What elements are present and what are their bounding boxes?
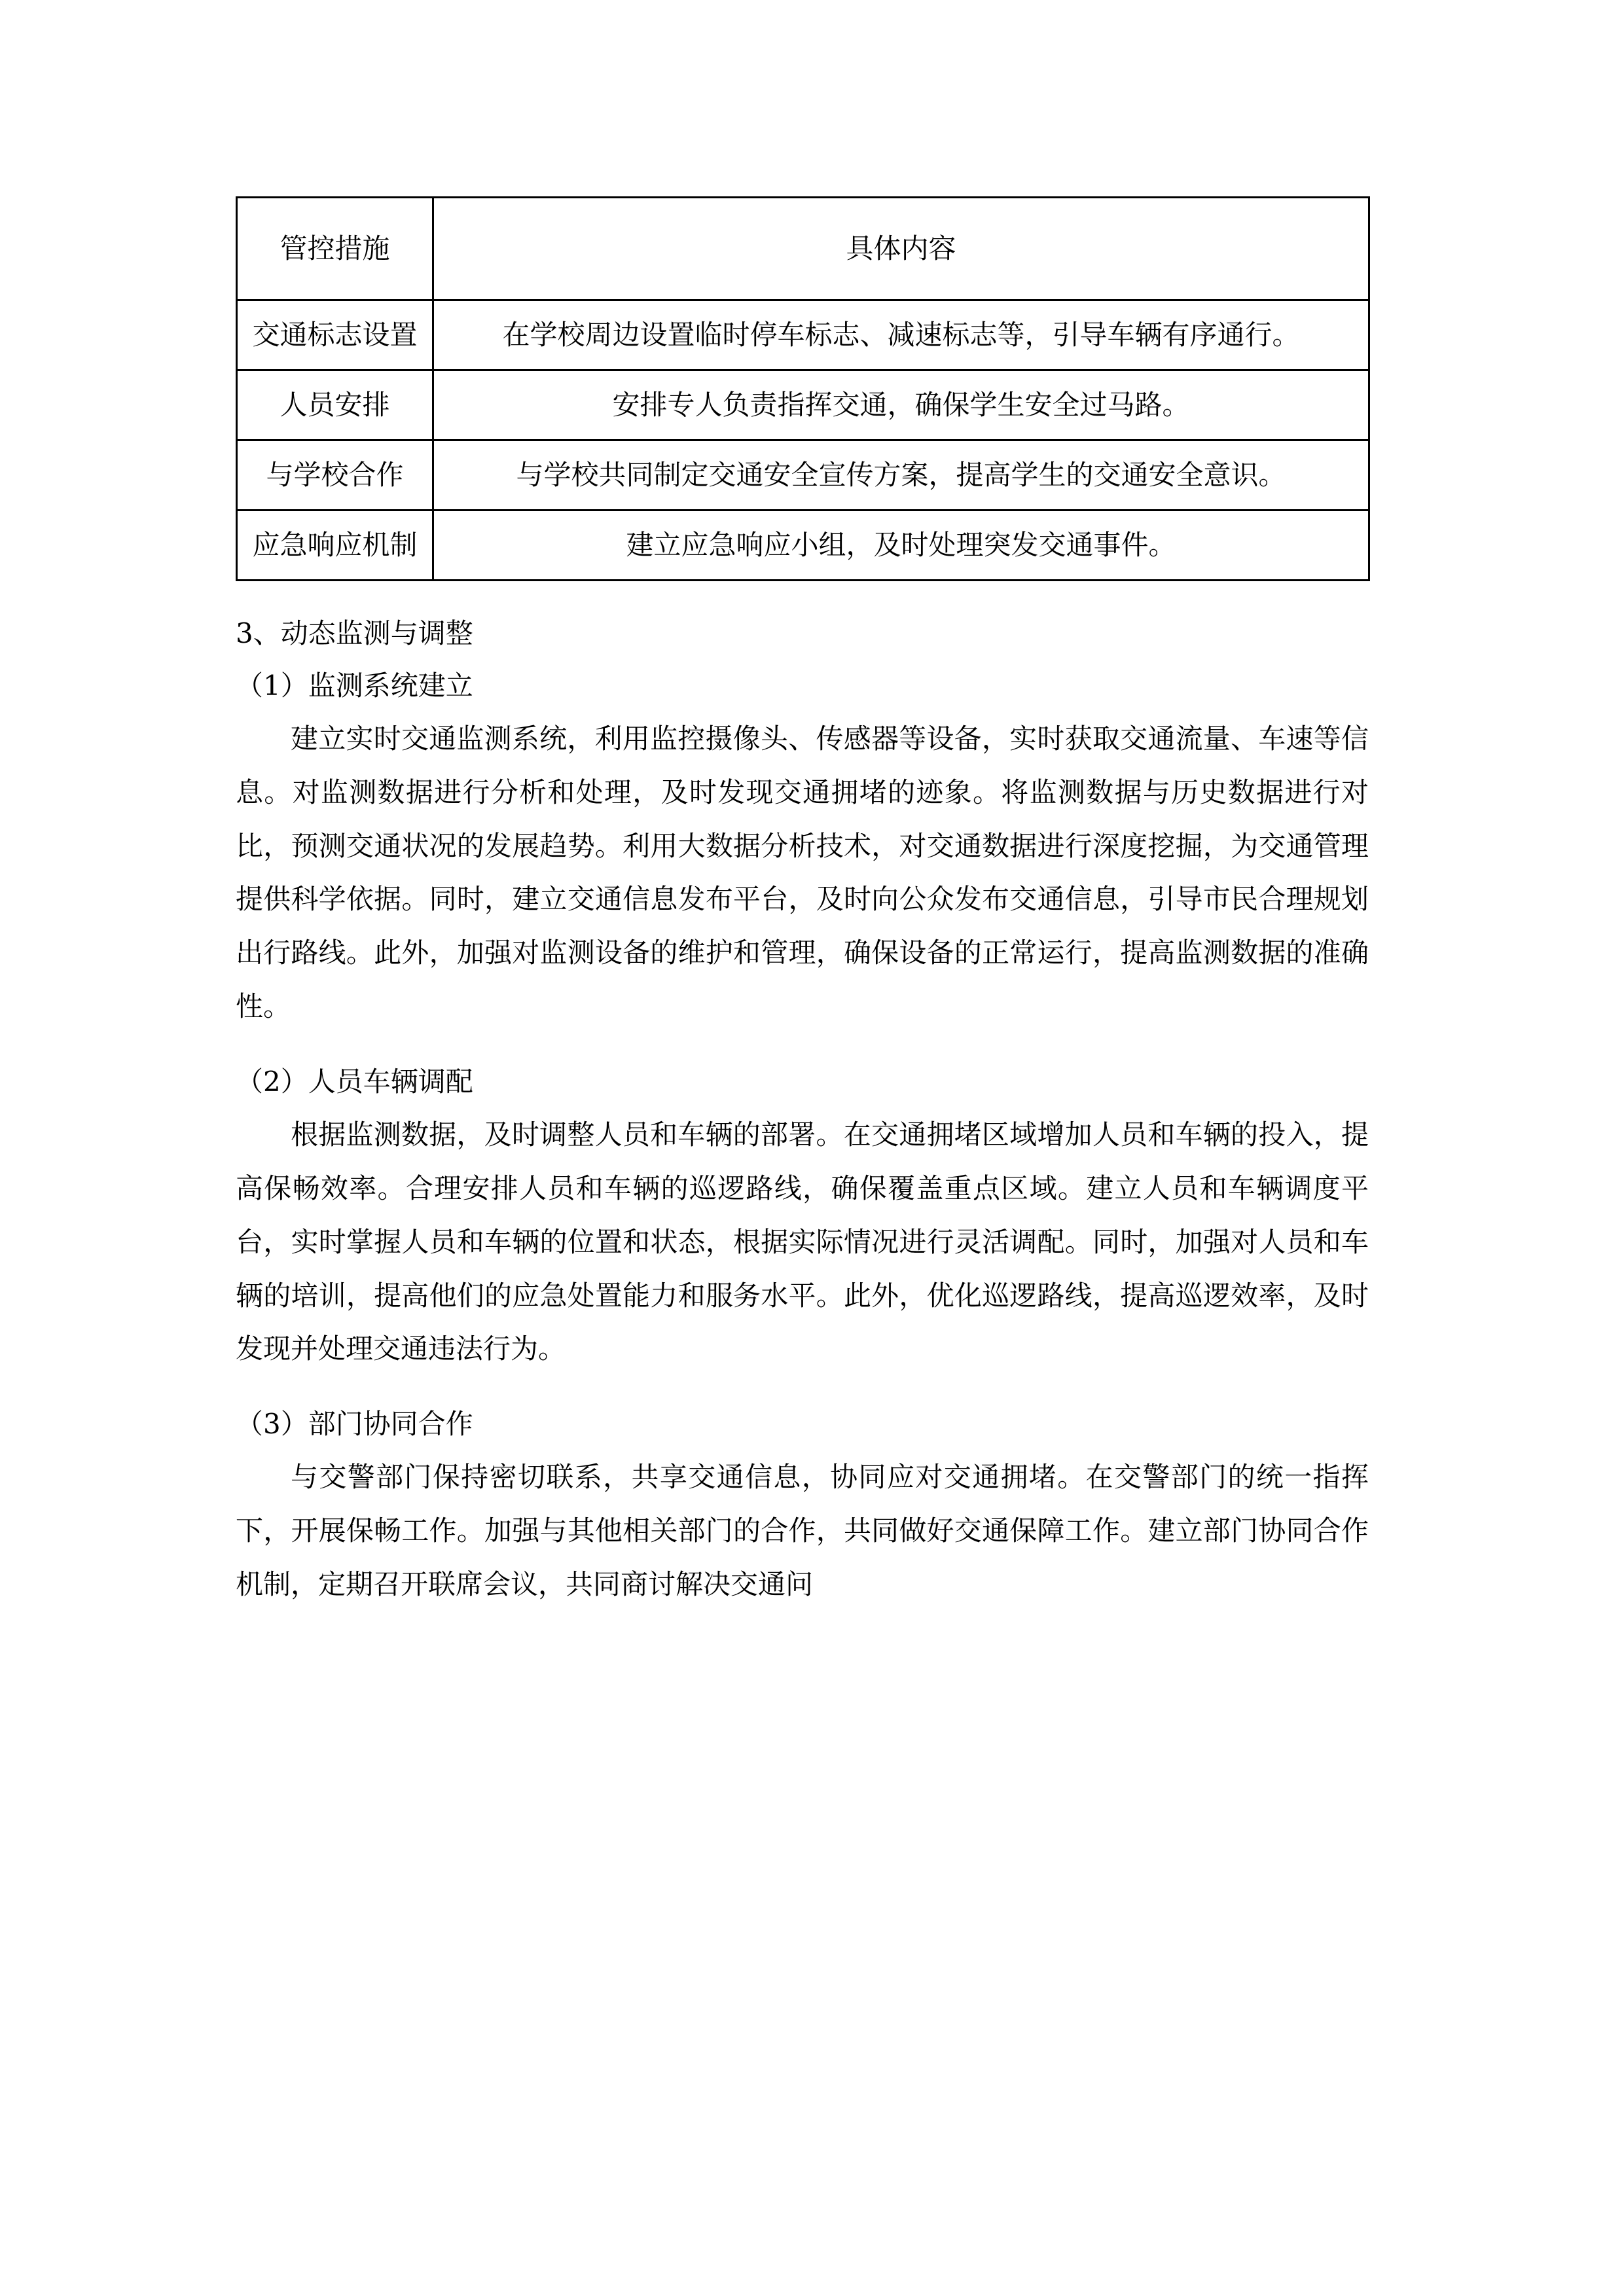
table-cell-measure: 人员安排 — [237, 370, 433, 440]
table-cell-measure: 交通标志设置 — [237, 300, 433, 370]
table-cell-detail: 与学校共同制定交通安全宣传方案，提高学生的交通安全意识。 — [433, 440, 1369, 511]
table-cell-measure: 与学校合作 — [237, 440, 433, 511]
paragraph-spacer — [236, 1033, 1369, 1056]
subsection-body-3: 与交警部门保持密切联系，共享交通信息，协同应对交通拥堵。在交警部门的统一指挥下，开展保畅工作。加强与其他相关部门的合作，共同做好交通保障工作。建立部门协同合作机制，定期召开联席会议，共同商讨解决交通问 — [236, 1461, 1369, 1600]
subsection-title-3: （3）部门协同合作 — [236, 1408, 473, 1441]
table-row — [237, 300, 1369, 370]
section-heading: 3、动态监测与调整 — [236, 617, 473, 650]
table-header-row — [237, 198, 1369, 300]
table-cell-detail: 在学校周边设置临时停车标志、减速标志等，引导车辆有序通行。 — [433, 300, 1369, 370]
control-measures-table — [236, 196, 1370, 581]
table-row — [237, 440, 1369, 511]
table-header-measure: 管控措施 — [237, 198, 433, 300]
subsection-title-2: （2）人员车辆调配 — [236, 1066, 473, 1098]
table-header-detail: 具体内容 — [433, 198, 1369, 300]
table-cell-detail: 建立应急响应小组，及时处理突发交通事件。 — [433, 511, 1369, 581]
table-cell-measure: 应急响应机制 — [237, 511, 433, 581]
subsection-title-1: （1）监测系统建立 — [236, 669, 473, 702]
subsection-body-2: 根据监测数据，及时调整人员和车辆的部署。在交通拥堵区域增加人员和车辆的投入，提高保畅效率。合理安排人员和车辆的巡逻路线，确保覆盖重点区域。建立人员和车辆调度平台，实时掌握人员和车辆的位置和状态，根据实际情况进行灵活调配。同时，加强对人员和车辆的培训，提高他们的应急处置能力和服务水平。此外，优化巡逻路线，提高巡逻效率，及时发现并处理交通违法行为。 — [236, 1118, 1369, 1365]
table-cell-detail: 安排专人负责指挥交通，确保学生安全过马路。 — [433, 370, 1369, 440]
paragraph-spacer — [236, 1376, 1369, 1398]
table-row — [237, 370, 1369, 440]
table-row — [237, 511, 1369, 581]
subsection-body-1: 建立实时交通监测系统，利用监控摄像头、传感器等设备，实时获取交通流量、车速等信息。对监测数据进行分析和处理，及时发现交通拥堵的迹象。将监测数据与历史数据进行对比，预测交通状况的发展趋势。利用大数据分析技术，对交通数据进行深度挖掘，为交通管理提供科学依据。同时，建立交通信息发布平台，及时向公众发布交通信息，引导市民合理规划出行路线。此外，加强对监测设备的维护和管理，确保设备的正常运行，提高监测数据的准确性。 — [236, 722, 1369, 1023]
